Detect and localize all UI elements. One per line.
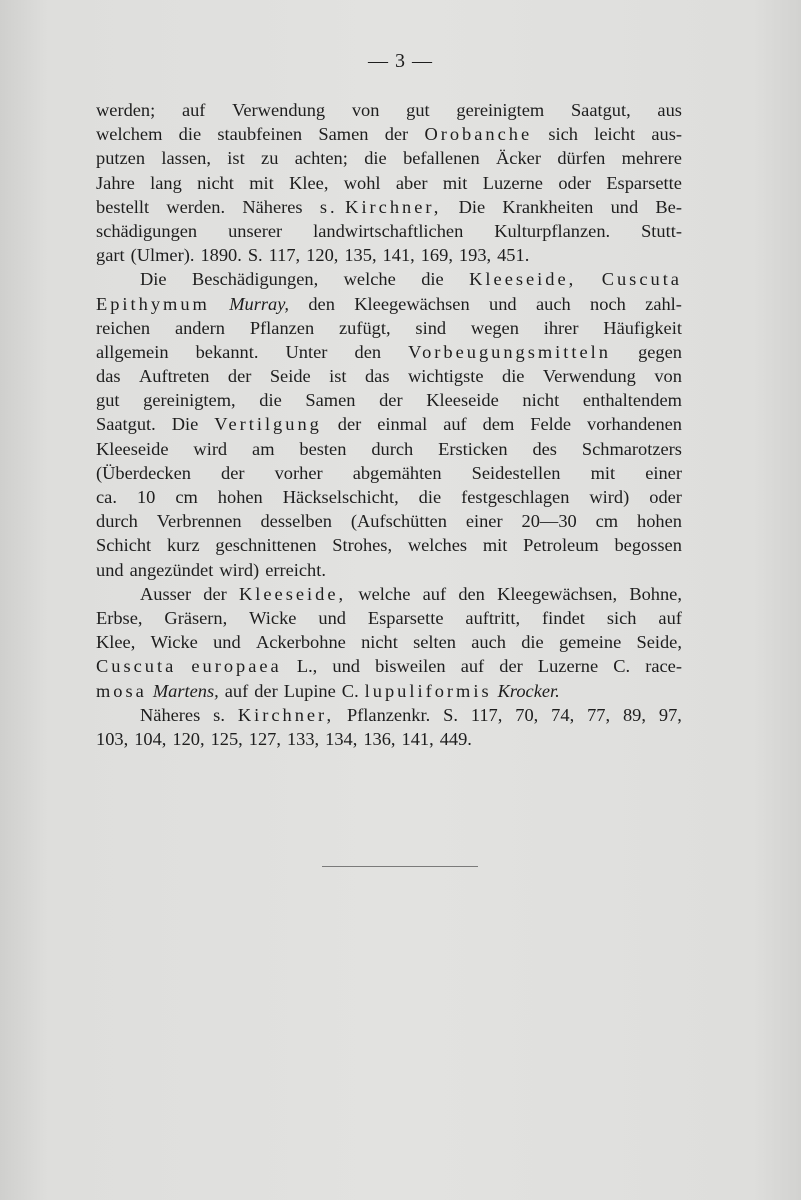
word: putzen: [96, 148, 146, 169]
word: 97,: [658, 704, 682, 725]
text-line: [96, 146, 682, 170]
word: Verwendung: [232, 100, 326, 120]
word: Die: [140, 269, 167, 290]
word: Krocker.: [497, 680, 560, 701]
word: und: [489, 293, 517, 314]
word: S.: [247, 245, 263, 266]
word: gereinigtem: [456, 100, 545, 120]
word: Äcker: [496, 148, 541, 169]
word: (Aufschütten: [350, 511, 447, 532]
word: lupuliformis: [364, 680, 492, 701]
word: aus: [657, 100, 682, 120]
word: wird): [219, 559, 260, 580]
word: auf: [658, 607, 682, 628]
word: vorher: [274, 462, 323, 483]
word: der: [384, 124, 409, 145]
word: 193,: [458, 245, 492, 266]
word: Krankheiten: [502, 196, 594, 217]
word: unserer: [228, 220, 283, 241]
word: hohen: [637, 511, 682, 532]
word: Bohne,: [629, 583, 682, 604]
body-text: [96, 98, 682, 751]
word: Die: [458, 196, 486, 217]
word: europaea: [191, 656, 282, 677]
word: die: [418, 487, 442, 507]
word: 449.: [439, 728, 472, 749]
word: Näheres: [140, 704, 201, 725]
text-line: [96, 485, 682, 509]
word: Stutt-: [641, 220, 682, 241]
word: 77,: [587, 704, 611, 725]
word: Samen: [305, 390, 356, 411]
word: Lupine: [283, 680, 336, 701]
word: Kleeseide,: [239, 583, 347, 604]
word: hohen: [217, 487, 263, 507]
word: und: [610, 196, 639, 217]
word: und: [332, 656, 360, 677]
word: angezündet: [129, 559, 214, 580]
word: Verwendung: [542, 366, 636, 387]
word: Ackerbohne: [255, 632, 346, 653]
word: cm: [175, 487, 198, 507]
word: Strohes,: [332, 535, 393, 556]
word: werden;: [96, 100, 156, 120]
word: 135,: [344, 245, 377, 266]
word: welche: [343, 269, 396, 290]
word: 89,: [622, 704, 646, 725]
text-line: [96, 364, 682, 388]
word: 120,: [306, 245, 339, 266]
word: einmal: [377, 414, 428, 435]
word: kurz: [166, 535, 200, 556]
word: die: [178, 124, 202, 145]
word: mit: [482, 535, 508, 556]
word: Cuscuta: [601, 269, 682, 290]
word: die: [521, 632, 544, 653]
word: wird): [589, 487, 630, 507]
word: Seidestellen: [471, 462, 561, 483]
word: Kleeseide: [96, 438, 169, 459]
word: 133,: [286, 728, 320, 749]
word: festgeschlagen: [461, 487, 570, 507]
word: auch: [535, 293, 571, 314]
word: mit: [590, 462, 616, 483]
word: durch: [371, 438, 414, 459]
word: C.: [613, 656, 631, 677]
word: wichtigste: [407, 366, 484, 387]
word: Luzerne: [482, 172, 543, 193]
word: Pflanzen: [249, 317, 315, 338]
text-line: [96, 122, 682, 146]
word: ist: [329, 366, 347, 387]
word: 70,: [515, 704, 539, 725]
word: zufügt,: [339, 317, 391, 338]
word: Petroleum: [523, 535, 599, 556]
text-line: [96, 437, 682, 461]
word: vorhandenen: [587, 414, 682, 435]
word: Beschädigungen,: [192, 269, 319, 290]
word: von: [654, 366, 682, 387]
word: ist: [227, 148, 245, 169]
word: nicht: [197, 172, 234, 193]
word: L.,: [296, 656, 318, 677]
text-line: [96, 509, 682, 533]
word: andern: [174, 317, 225, 338]
word: race-: [645, 656, 682, 677]
word: Seide: [269, 366, 311, 387]
word: Be-: [655, 196, 682, 217]
text-line: [96, 630, 682, 654]
word: mehrere: [621, 148, 682, 169]
word: allgemein: [96, 341, 169, 362]
word: sich: [606, 607, 637, 628]
word: 120,: [172, 728, 205, 749]
word: Saatgut.: [96, 414, 156, 435]
word: Orobanche: [424, 124, 533, 145]
word: gut: [406, 100, 430, 120]
word: Vorbeugungsmitteln: [408, 341, 611, 362]
word: sich: [548, 124, 578, 145]
text-line: [96, 171, 682, 195]
word: bekannt.: [195, 341, 259, 362]
word: (Ulmer).: [130, 245, 195, 266]
word: auf: [181, 100, 206, 120]
word: nicht: [522, 390, 560, 411]
word: bestellt: [96, 196, 150, 217]
word: Häufigkeit: [603, 317, 682, 338]
word: die: [421, 269, 444, 290]
word: einer: [645, 462, 682, 483]
word: die: [259, 390, 282, 411]
word: Wicke: [249, 607, 297, 628]
word: auf: [443, 414, 467, 435]
word: abgemähten: [352, 462, 442, 483]
word: mosa: [96, 680, 147, 701]
word: der: [379, 390, 403, 411]
word: Seide,: [636, 632, 682, 653]
text-line: [96, 219, 682, 243]
end-rule: [322, 866, 478, 867]
word: lang: [150, 172, 182, 193]
word: 141,: [382, 245, 415, 266]
word: 136,: [363, 728, 396, 749]
word: 10: [136, 487, 156, 507]
word: sind: [415, 317, 447, 338]
word: dem: [482, 414, 515, 435]
word: staubfeinen: [217, 124, 303, 145]
word: 117,: [470, 704, 503, 725]
word: oder: [649, 487, 682, 507]
word: dürfen: [557, 148, 606, 169]
word: Esparsette: [606, 172, 682, 193]
word: der: [254, 680, 278, 701]
word: Luzerne: [537, 656, 599, 677]
text-line: [96, 461, 682, 485]
word: noch: [590, 293, 626, 314]
word: selten: [413, 632, 456, 653]
word: Erbse,: [96, 607, 143, 628]
word: Vertilgung: [214, 414, 322, 435]
word: aber: [395, 172, 428, 193]
word: Kleeseide,: [469, 269, 577, 290]
word: und: [96, 559, 124, 580]
text-line: [96, 388, 682, 412]
word: wegen: [470, 317, 519, 338]
word: Klee,: [289, 172, 329, 193]
word: einer: [465, 511, 503, 532]
word: welchem: [96, 124, 163, 145]
word: Die: [171, 414, 199, 435]
text-line: [96, 243, 682, 267]
word: findet: [542, 607, 585, 628]
word: die: [502, 366, 525, 387]
word: mit: [249, 172, 274, 193]
word: der: [203, 583, 227, 604]
word: 141,: [401, 728, 434, 749]
word: von: [351, 100, 380, 120]
word: 20—30: [521, 511, 577, 532]
word: 104,: [134, 728, 167, 749]
word: enthaltendem: [582, 390, 682, 411]
word: zu: [261, 148, 279, 169]
text-line: [96, 98, 682, 122]
word: Verbrennen: [156, 511, 242, 532]
word: Auftreten: [138, 366, 210, 387]
word: Schicht: [96, 535, 152, 556]
word: begossen: [614, 535, 682, 556]
text-line: [96, 195, 682, 219]
word: den: [354, 341, 382, 362]
word: Schmarotzers: [581, 438, 682, 459]
word: Kleegewächsen: [354, 293, 470, 314]
word: auf: [460, 656, 485, 677]
text-line: [96, 654, 682, 678]
text-line: [96, 533, 682, 557]
word: 125,: [210, 728, 243, 749]
text-line: [96, 606, 682, 630]
word: Saatgut,: [570, 100, 631, 120]
word: Pflanzenkr.: [346, 704, 431, 725]
text-line: [96, 679, 682, 703]
text-line: [96, 340, 682, 364]
word: und: [213, 632, 241, 653]
word: 103,: [96, 728, 129, 749]
word: landwirtschaftlichen: [313, 220, 464, 241]
word: gart: [96, 245, 125, 266]
text-line: [96, 412, 682, 436]
word: Kleegewächsen,: [497, 583, 618, 604]
word: gemeine: [558, 632, 622, 653]
word: Ausser: [140, 583, 192, 604]
word: das: [96, 366, 121, 387]
word: auch: [471, 632, 506, 653]
word: mit: [442, 172, 468, 193]
word: 127,: [248, 728, 281, 749]
word: Ersticken: [438, 438, 508, 459]
word: Kulturpflanzen.: [494, 220, 611, 241]
word: 117,: [268, 245, 301, 266]
word: s.: [213, 704, 225, 725]
word: nicht: [361, 632, 398, 653]
word: auftritt,: [465, 607, 521, 628]
word: gegen: [638, 341, 682, 362]
text-line: [96, 267, 682, 291]
word: den: [308, 293, 335, 314]
word: der: [221, 462, 245, 483]
page-number: — 3 —: [368, 50, 433, 72]
word: leicht: [594, 124, 636, 145]
word: achten;: [294, 148, 348, 169]
word: werden.: [166, 196, 226, 217]
word: auf: [422, 583, 447, 604]
word: Unter: [285, 341, 328, 362]
word: 1890.: [200, 245, 242, 266]
word: Wicke: [150, 632, 198, 653]
word: Samen: [318, 124, 369, 145]
word: Häckselschicht,: [282, 487, 399, 507]
word: erreicht.: [265, 559, 326, 580]
text-line: [96, 316, 682, 340]
word: Epithymum: [96, 293, 210, 314]
word: schädigungen: [96, 220, 198, 241]
word: der: [499, 656, 523, 677]
word: durch: [96, 511, 138, 532]
word: Jahre: [96, 172, 135, 193]
text-line: [96, 582, 682, 606]
word: 169,: [420, 245, 453, 266]
word: C.: [341, 680, 359, 701]
word: Felde: [530, 414, 572, 435]
word: gut: [96, 390, 120, 411]
word: und: [318, 607, 346, 628]
word: cm: [595, 511, 619, 532]
word: Cuscuta: [96, 656, 177, 677]
word: auf: [224, 680, 249, 701]
word: S.: [443, 704, 458, 725]
word: geschnittenen: [215, 535, 317, 556]
word: Murray,: [229, 293, 289, 314]
word: gereinigtem,: [143, 390, 236, 411]
word: desselben: [260, 511, 332, 532]
word: der: [337, 414, 362, 435]
word: wird: [193, 438, 228, 459]
word: befallenen: [403, 148, 480, 169]
word: 74,: [551, 704, 575, 725]
word: Esparsette: [367, 607, 444, 628]
word: welches: [407, 535, 468, 556]
word: aus-: [651, 124, 682, 145]
word: die: [364, 148, 387, 169]
text-line: [96, 558, 682, 582]
text-line: [96, 727, 682, 751]
word: wohl: [343, 172, 381, 193]
word: besten: [299, 438, 347, 459]
word: der: [227, 366, 252, 387]
word: 451.: [497, 245, 530, 266]
word: Näheres: [242, 196, 303, 217]
word: Klee,: [96, 632, 136, 653]
word: das: [364, 366, 390, 387]
word: den: [458, 583, 485, 604]
word: ihrer: [543, 317, 579, 338]
word: am: [252, 438, 275, 459]
word: zahl-: [645, 293, 682, 314]
word: Kirchner,: [237, 704, 335, 725]
word: lassen,: [161, 148, 211, 169]
word: Kleeseide: [426, 390, 499, 411]
word: welche: [358, 583, 411, 604]
word: 134,: [325, 728, 358, 749]
word: s. Kirchner,: [319, 196, 442, 217]
word: ca.: [96, 487, 117, 507]
word: reichen: [96, 317, 151, 338]
word: Gräsern,: [164, 607, 228, 628]
text-line: [96, 703, 682, 727]
word: oder: [558, 172, 591, 193]
word: Martens,: [152, 680, 219, 701]
text-line: [96, 292, 682, 316]
word: bisweilen: [375, 656, 446, 677]
word: des: [532, 438, 557, 459]
word: (Überdecken: [96, 462, 191, 483]
